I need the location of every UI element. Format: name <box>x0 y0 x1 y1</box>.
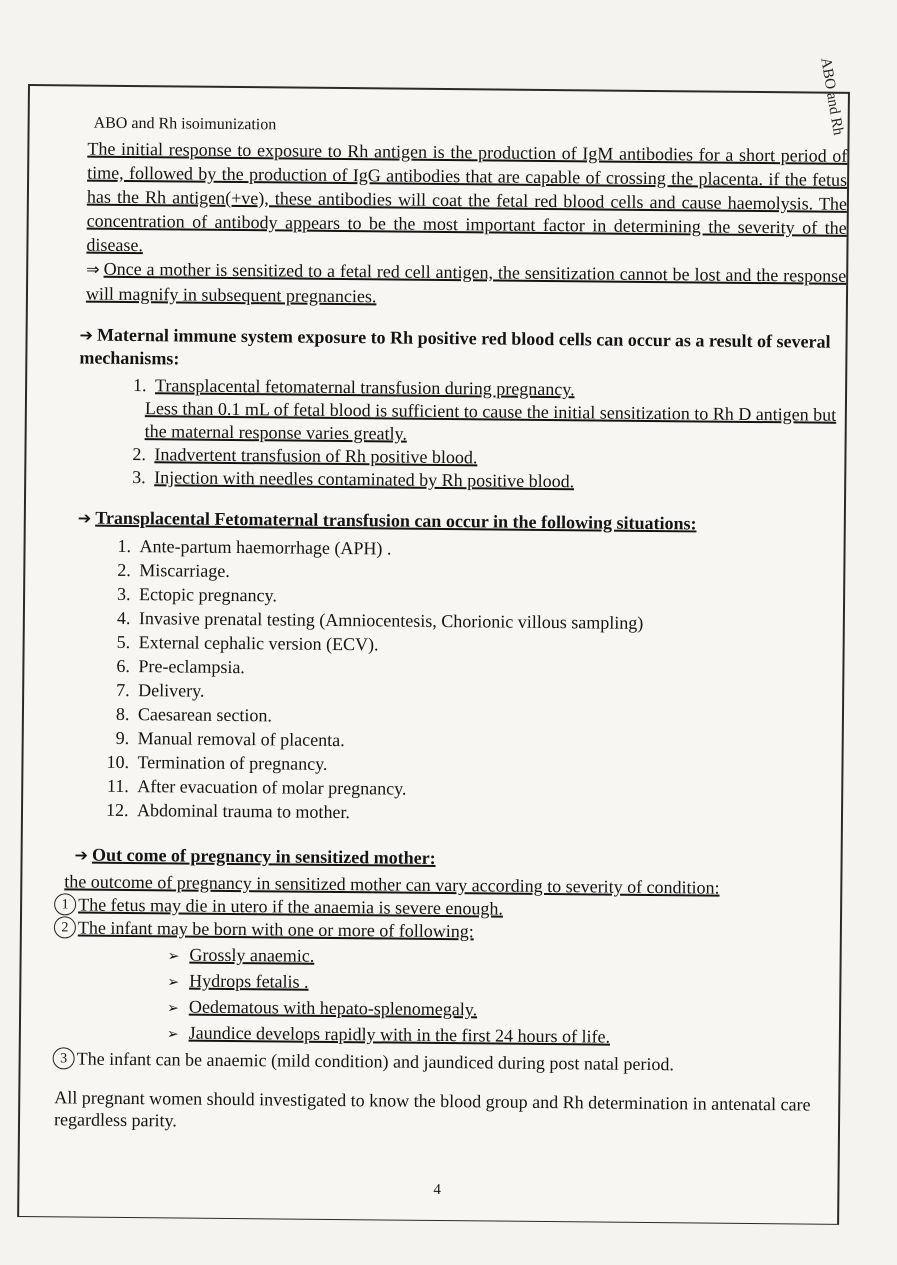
arrow-icon: ➔ <box>79 325 94 345</box>
chevron-right-icon: ➢ <box>166 1026 179 1043</box>
list-item: 10. Termination of pregnancy. <box>133 750 841 781</box>
page-number: 4 <box>433 1181 441 1199</box>
list-item: 3. Ectopic pregnancy. <box>135 582 843 613</box>
list-item: 3. Injection with needles contaminated by Rh positive blood. <box>150 466 844 496</box>
list-item: ➢ Oedematous with hepato-splenomegaly. <box>167 996 478 1020</box>
list-item: ➢ Jaundice develops rapidly with in the first 24 hours of life. <box>166 1022 611 1047</box>
list-item: 9. Manual removal of placenta. <box>134 726 842 757</box>
mechanisms-heading: ➔ Maternal immune system exposure to Rh positive red blood cells can occur as a result of several mechanisms: <box>79 324 831 369</box>
list-item: 7. Delivery. <box>134 678 842 709</box>
circled-number: 3 <box>53 1047 75 1069</box>
list-item: 2. Inadvertent transfusion of Rh positive blood. <box>150 443 844 473</box>
list-item: 8. Caesarean section. <box>134 702 842 733</box>
outcome-item-2: 2 The infant may be born with one or more of following: <box>54 916 840 947</box>
chevron-right-icon: ➢ <box>167 974 180 991</box>
outcome-item-3: 3 The infant can be anaemic (mild condition) and jaundiced during post natal period. <box>53 1047 839 1078</box>
situations-heading: ➔ Transplacental Fetomaternal transfusion can occur in the following situations: <box>77 507 697 534</box>
list-item: ➢ Grossly anaemic. <box>167 944 315 966</box>
arrow-icon: ➔ <box>77 508 92 528</box>
outcome-heading: ➔ Out come of pregnancy in sensitized mother: <box>74 844 436 868</box>
sensitization-paragraph <box>86 257 846 313</box>
document-page <box>17 56 850 1225</box>
list-item: 12. Abdominal trauma to mother. <box>133 798 841 829</box>
arrow-icon: ➔ <box>74 845 89 865</box>
list-item: 1. Transplacental fetomaternal transfusion during pregnancy. Less than 0.1 mL of fetal blood is sufficient to cause the initial sensitization to Rh D antigen but the maternal response varies greatly. <box>151 374 846 450</box>
outcome-intro: the outcome of pregnancy in sensitized mother can vary according to severity of condition: <box>64 871 720 898</box>
margin-note: ABO and Rh <box>816 56 846 137</box>
conclusion-paragraph: All pregnant women should investigated to know the blood group and Rh determination in antenatal care regardless parity. <box>53 1087 811 1131</box>
chevron-right-icon: ➢ <box>167 1000 179 1017</box>
circled-number: 1 <box>54 893 76 915</box>
list-item: ➢ Hydrops fetalis . <box>167 970 309 992</box>
mechanism-note: Less than 0.1 mL of fetal blood is sufficient to cause the initial sensitization to Rh D antigen but the maternal response varies greatly. <box>144 398 837 444</box>
document-title: ABO and Rh isoimunization <box>93 114 277 134</box>
list-item: 1. Ante-partum haemorrhage (APH) . <box>135 534 843 565</box>
list-item: 11. After evacuation of molar pregnancy. <box>133 774 841 805</box>
intro-paragraph: The initial response to exposure to Rh antigen is the production of IgM antibodies for a short period of time, followed by the production of IgG antibodies that are capable of crossing the placenta. if the fetus has the Rh antigen(+ve), these antibodies will coat the fetal red blood cells and cause haemolysis. The concentration of antibody appears to be the most important factor in determining the severity of the disease. <box>86 138 848 256</box>
list-item: 5. External cephalic version (ECV). <box>135 630 843 661</box>
situations-list <box>81 534 844 829</box>
circled-number: 2 <box>54 916 76 938</box>
outcome-item-1: 1 The fetus may die in utero if the anaemia is severe enough. <box>54 893 840 924</box>
list-item: 4. Invasive prenatal testing (Amniocentesis, Chorionic villous sampling) <box>135 606 843 637</box>
page-content <box>53 114 848 1138</box>
arrow-icon: ⇒ <box>86 259 100 279</box>
signs-list <box>79 942 840 1053</box>
list-item: 2. Miscarriage. <box>135 558 843 589</box>
sensitization-text: Once a mother is sensitized to a fetal red cell antigen, the sensitization cannot be lost and the response will magnify in subsequent pregnancies. <box>85 258 847 307</box>
mechanisms-list <box>84 374 845 496</box>
list-item: 6. Pre-eclampsia. <box>134 654 842 685</box>
chevron-right-icon: ➢ <box>167 948 180 965</box>
